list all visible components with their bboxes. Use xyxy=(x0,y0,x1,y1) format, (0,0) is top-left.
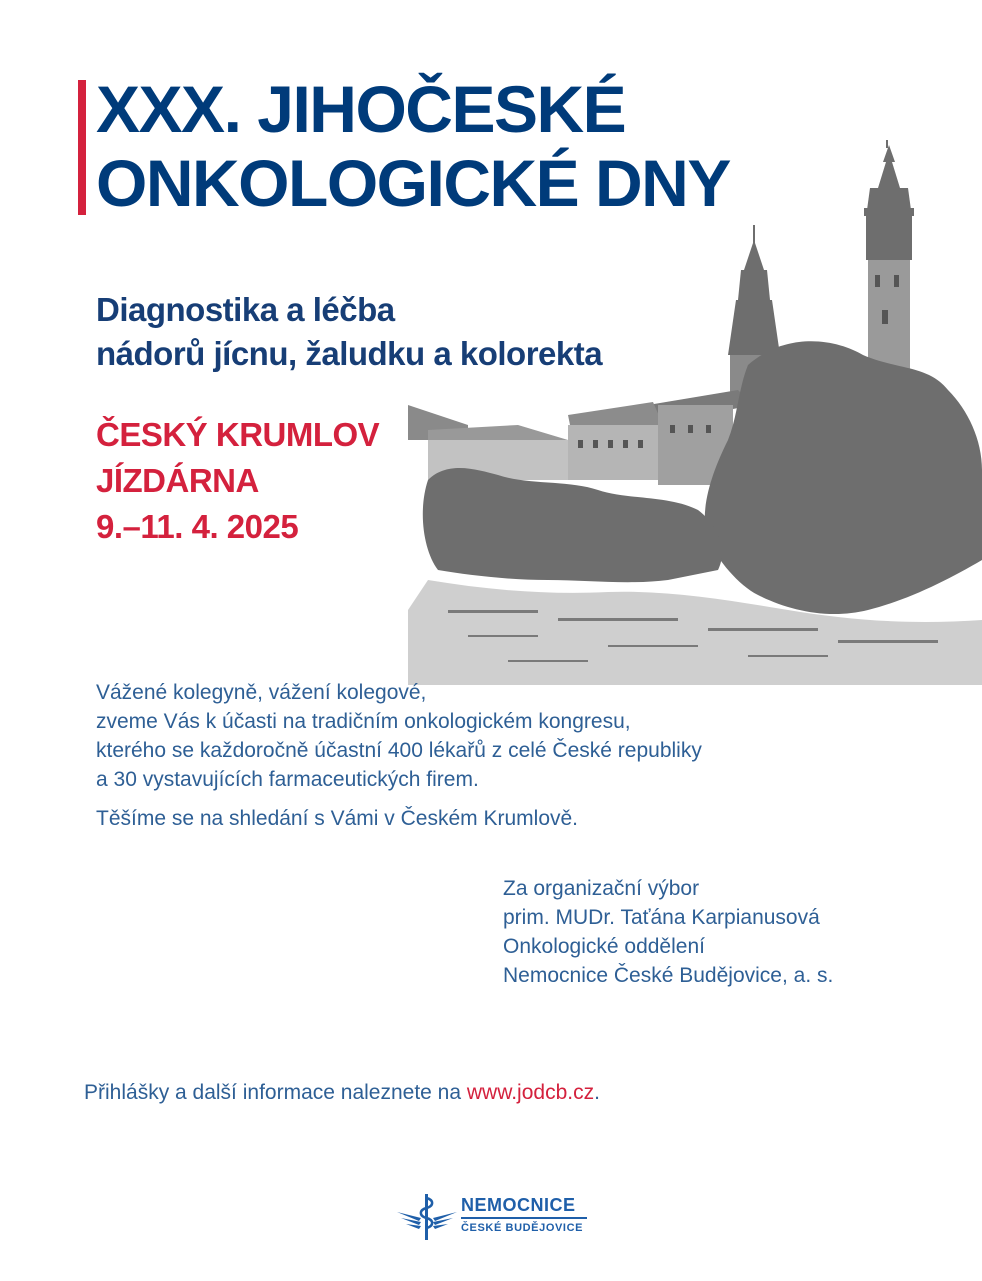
subtitle-line-2: nádorů jícnu, žaludku a kolorekta xyxy=(96,335,603,372)
hospital-logo xyxy=(395,1192,595,1242)
signature-line: Za organizační výbor xyxy=(503,877,700,900)
title-line-2: ONKOLOGICKÉ DNY xyxy=(96,146,730,220)
website-link[interactable]: www.jodcb.cz xyxy=(466,1081,595,1104)
subtitle-line-1: Diagnostika a léčba xyxy=(96,291,395,328)
registration-text: Přihlášky a další informace naleznete na xyxy=(84,1081,467,1104)
castle-illustration xyxy=(408,140,982,685)
logo-subtitle: ČESKÉ BUDĚJOVICE xyxy=(461,1222,584,1234)
event-info xyxy=(96,412,379,550)
event-dates: 9.–11. 4. 2025 xyxy=(96,508,299,545)
signature-line: prim. MUDr. Taťána Karpianusová xyxy=(503,906,820,929)
registration-suffix: . xyxy=(594,1081,600,1104)
event-city: ČESKÝ KRUMLOV xyxy=(96,416,380,453)
registration-info xyxy=(84,1078,600,1107)
title-line-1: XXX. JIHOČESKÉ xyxy=(96,72,626,146)
signature-line: Onkologické oddělení xyxy=(503,935,705,958)
caduceus-wings-icon xyxy=(395,1192,459,1242)
logo-name: NEMOCNICE xyxy=(461,1195,576,1215)
logo-divider xyxy=(461,1217,587,1219)
letter-line: zveme Vás k účasti na tradičním onkologickém kongresu, xyxy=(96,710,631,733)
letter-line: kterého se každoročně účastní 400 lékařů z celé České republiky xyxy=(96,739,702,762)
signature-block xyxy=(503,874,833,990)
letter-closing: Těšíme se na shledání s Vámi v Českém Krumlově. xyxy=(96,807,579,830)
event-venue: JÍZDÁRNA xyxy=(96,462,259,499)
letter-line: a 30 vystavujících farmaceutických firem. xyxy=(96,768,479,791)
invitation-letter xyxy=(96,678,702,794)
letter-line: Vážené kolegyně, vážení kolegové, xyxy=(96,681,427,704)
signature-line: Nemocnice České Budějovice, a. s. xyxy=(503,964,834,987)
title-accent-bar xyxy=(78,80,86,215)
